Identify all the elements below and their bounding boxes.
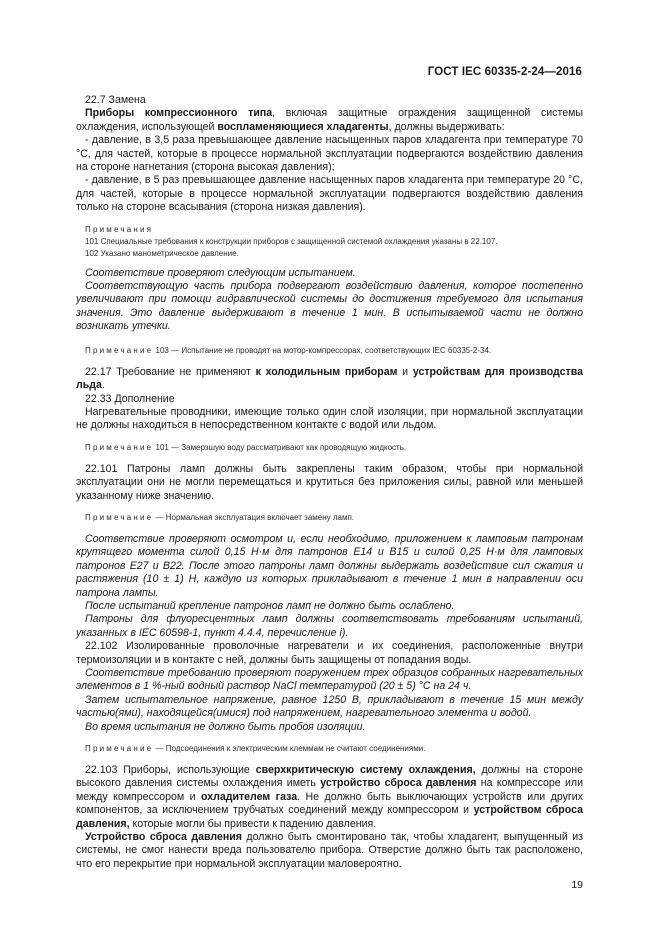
clause-22-17: 22.17 Требование не применяют к холодильным приборам и устройствам для производства льда.	[76, 365, 583, 392]
document-body	[76, 94, 583, 871]
clause-22-33-text: Нагревательные проводники, имеющие только один слой изоляции, при нормальной эксплуатации не должны находиться в непосредственном контакте с водой или льдом.	[76, 405, 583, 432]
note-103: Примечание 103 — Испытание не проводят на мотор-компрессорах, соответствующих IEC 60335-2-34.	[85, 345, 492, 355]
note-101: 101 Специальные требования к конструкции приборов с защищенной системой охлаждения указаны в 22.107.	[85, 236, 498, 246]
clause-22-103: 22.103 Приборы, использующие сверхкритическую систему охлаждения, должны на стороне высокого давления системы охлаждения иметь устройство сброса давления на компрессоре или между компрессором и охладителем газа. Не должно быть выключающих устройств или других компонентов, за исключением трубчатых соединений между компрессором и устройством сброса давления, которые могли бы привести к падению давления.	[76, 764, 583, 830]
clause-22-102: 22.102 Изолированные проволочные нагреватели и их соединения, расположенные внутри термоизоляции и в контакте с ней, должны быть защищены от попадания воды.	[76, 640, 583, 666]
document-header: ГОСТ IEC 60335-2-24—2016	[427, 66, 582, 78]
clause-22-7-heading: 22.7 Замена	[85, 94, 146, 106]
note-lamp-replacement: Примечание — Нормальная эксплуатация включает замену ламп.	[85, 512, 355, 522]
compliance-lamp-holders: Соответствие проверяют осмотром и, если необходимо, приложением к ламповым патронам крутящего момента силой 0,15 Н·м для патронов Е14 и В15 и силой 0,25 Н·м для ламповых патронов Е27 и В22. После этого патроны ламп должны выдержать воздействие сил сжатия и растяжения (10 ± 1) Н, каждую из которых прикладывают в течение 1 мин в направлении оси патрона лампы.	[76, 532, 583, 599]
note-102: 102 Указано манометрическое давление.	[85, 248, 239, 258]
clause-22-7-item-1: - давление, в 3,5 раза превышающее давление насыщенных паров хладагента при температуре 70 °С, для частей, которые в процессе нормальной эксплуатации подвергаются воздействию давления на стороне нагнетания (сторона высокая давления);	[76, 134, 583, 174]
compliance-text-1: Соответствие проверяют следующим испытанием.	[85, 266, 356, 279]
compliance-fluorescent: Патроны для флуоресцентных ламп должны соответствовать требованиям испытаний, указанных в IEC 60598-1, пункт 4.4.4, перечисление i).	[76, 613, 583, 639]
clause-22-7-text: Приборы компрессионного типа, включая защитные ограждения защищенной системы охлаждения, использующей воспламеняющиеся хладагенты, должны выдерживать:	[76, 107, 583, 133]
clause-22-103-relief: Устройство сброса давления должно быть смонтировано так, чтобы хладагент, выпущенный из системы, не смог нанести вреда пользователю прибора. Отверстие должно быть так расположено, что его перекрытие при нормальной эксплуатации маловероятно.	[76, 831, 583, 870]
note-101-water: Примечание 101 — Замерзшую воду рассматривают как проводящую жидкость.	[85, 442, 407, 452]
clause-22-101: 22.101 Патроны ламп должны быть закреплены таким образом, чтобы при нормальной эксплуатации они не могли перемещаться и крутиться без приложения силы, равной или меньшей указанному ниже значению.	[76, 462, 583, 502]
clause-22-7-item-2: - давление, в 5 раз превышающее давление насыщенных паров хладагента при температуре 20 °С, для частей, которые в процессе нормальной эксплуатации подвергаются воздействию давления только на стороне всасывания (сторона низкая давления).	[76, 174, 583, 214]
clause-22-33-heading: 22.33 Дополнение	[85, 392, 175, 405]
compliance-immersion: Соответствие требованию проверяют погружением трех образцов собранных нагревательных элементов в 1 %-ный водный раствор NaCl температурой (20 ± 5) °С на 24 ч.	[76, 667, 583, 693]
note-connections: Примечание — Подсоединения к электрическим клеммам не считают соединениями.	[85, 744, 426, 754]
compliance-breakdown: Во время испытания не должно быть пробоя изоляции.	[85, 720, 366, 733]
compliance-lamp-fixing: После испытаний крепление патронов ламп не должно быть ослаблено.	[85, 599, 455, 612]
page-number: 19	[571, 879, 583, 891]
compliance-text-2: Соответствующую часть прибора подвергают воздействию давления, которое постепенно увеличивают при помощи гидравлической системы до достижения требуемого для испытания значения. Это давление выдерживают в течение 1 мин. В испытываемой части не должно возникать утечки.	[76, 280, 583, 333]
compliance-voltage: Затем испытательное напряжение, равное 1250 В, прикладывают в течение 15 мин между частью(ями), находящейся(имися) под напряжением, нагревательного элемента и водой.	[76, 693, 583, 720]
note-heading: Примечания	[85, 224, 154, 234]
